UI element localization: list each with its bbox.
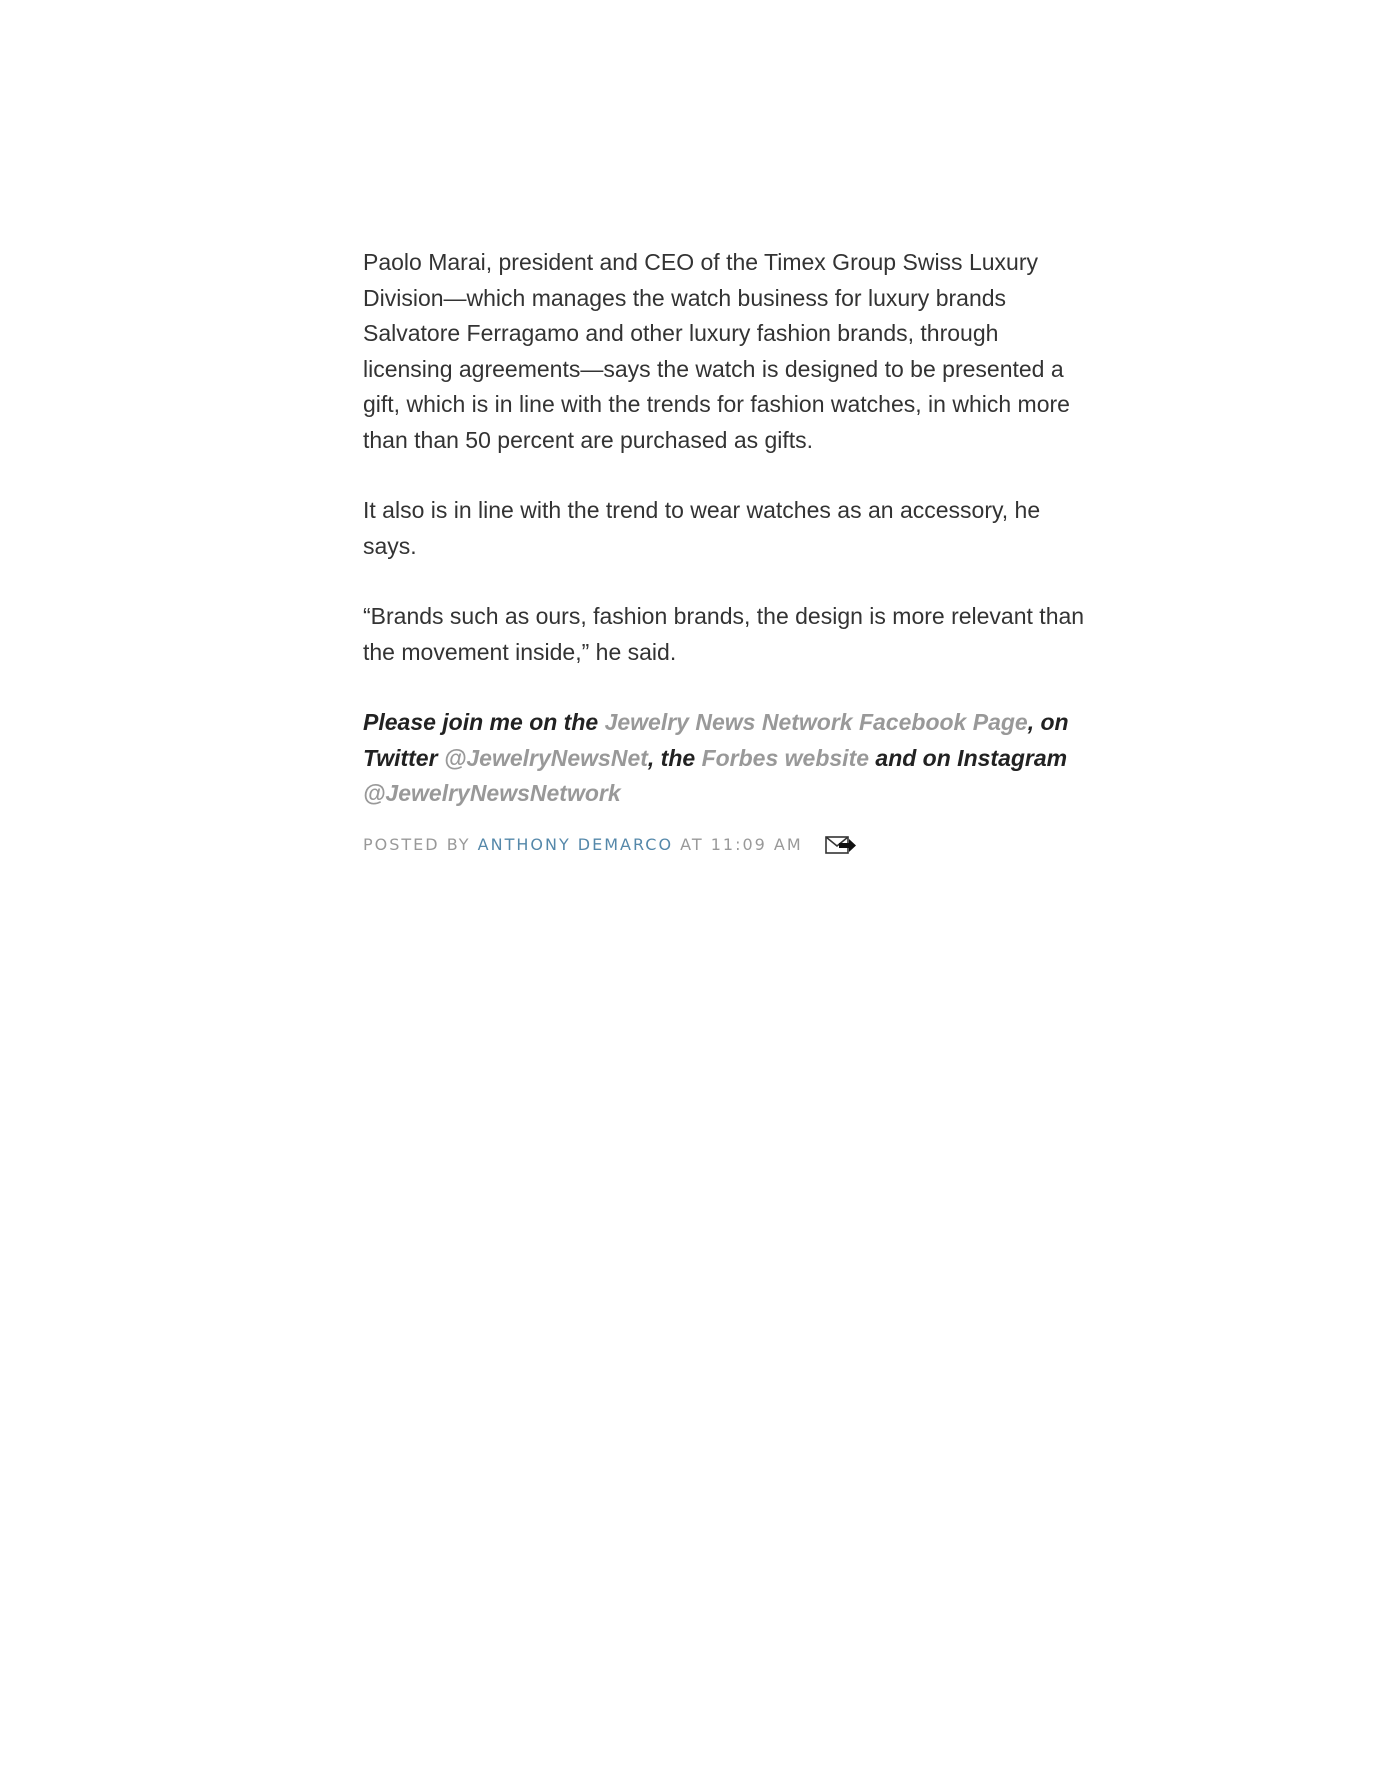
instagram-link[interactable]: @JewelryNewsNetwork [363, 780, 621, 806]
facebook-page-link[interactable]: Jewelry News Network Facebook Page [604, 709, 1028, 735]
blog-post [363, 245, 1093, 860]
post-timestamp[interactable]: 11:09 AM [710, 834, 803, 854]
post-paragraph-1: Paolo Marai, president and CEO of the Timex Group Swiss Luxury Division—which manages the watch business for luxury brands Salvatore Ferragamo and other luxury fashion brands, through licensing agreements—says the watch is designed to be presented a gift, which is in line with the trends for fashion watches, in which more than than 50 percent are purchased as gifts. [363, 249, 1070, 453]
post-paragraph-3: “Brands such as ours, fashion brands, the design is more relevant than the movement inside,” he said. [363, 603, 1085, 665]
promo-text-1: Please join me on the [363, 709, 605, 735]
promo-text-2: , on Twitter [363, 709, 1069, 771]
post-footer [363, 830, 1093, 860]
promo-text-4: and on Instagram [869, 744, 1068, 771]
promo-text-3: , the [647, 744, 702, 771]
forbes-website-link[interactable]: Forbes website [701, 744, 870, 771]
author-link[interactable]: ANTHONY DEMARCO [477, 834, 674, 854]
post-paragraph-2: It also is in line with the trend to wear watches as an accessory, he says. [363, 497, 1041, 559]
at-label: AT [680, 834, 704, 854]
email-post-icon[interactable] [825, 834, 857, 856]
twitter-link[interactable]: @JewelryNewsNet [443, 744, 648, 771]
social-promo [363, 705, 1093, 812]
posted-by-label: POSTED BY [363, 834, 471, 854]
